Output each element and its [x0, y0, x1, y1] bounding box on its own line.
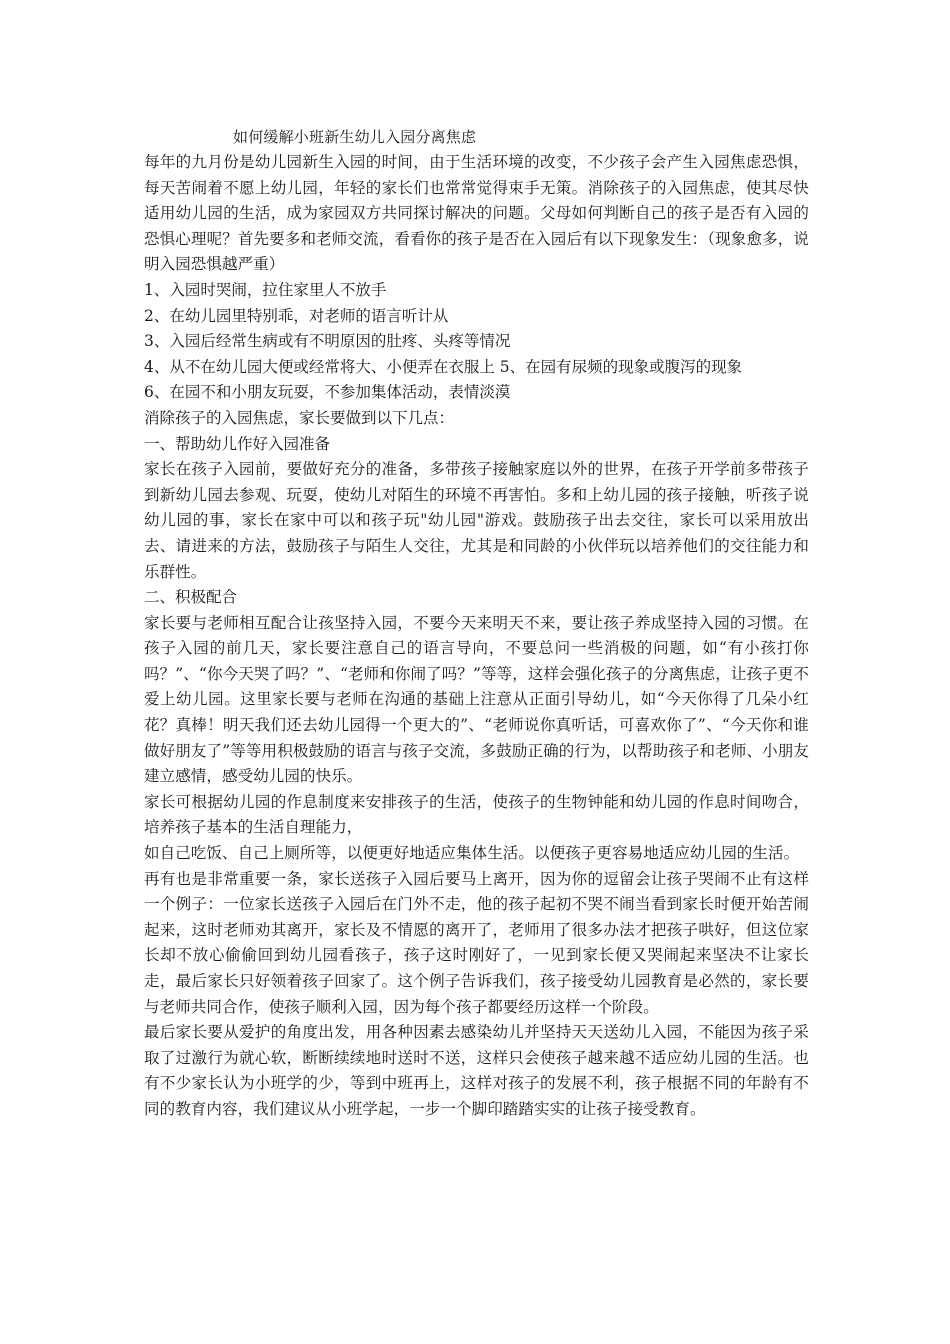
- document-title: 如何缓解小班新生幼儿入园分离焦虑: [233, 128, 477, 146]
- symptom-item-3: 3、入园后经常生病或有不明原因的肚疼、头疼等情况: [144, 332, 511, 351]
- intro-paragraph: 每年的九月份是幼儿园新生入园的时间，由于生活环境的改变，不少孩子会产生入园焦虑恐惧，每天苦闹着不愿上幼儿园，年轻的家长们也常常觉得束手无策。消除孩子的入园焦虑，使其尽快适用幼儿园的生活，成为家园双方共同探讨解决的问题。父母如何判断自己的孩子是否有入园的恐惧心理呢？首先要多和老师交流，看看你的孩子是否在入园后有以下现象发生：（现象愈多，说明入园恐惧越严重）: [144, 153, 809, 274]
- symptom-item-6: 6、在园不和小朋友玩耍，不参加集体活动，表情淡漠: [144, 383, 511, 402]
- symptom-item-4-5: 4、从不在幼儿园大便或经常将大、小便弄在衣服上 5、在园有尿频的现象或腹泻的现象: [144, 357, 743, 376]
- section-2-heading: 二、积极配合: [144, 588, 238, 607]
- document-page: [144, 128, 809, 1123]
- symptom-item-1: 1、入园时哭闹，拉住家里人不放手: [144, 280, 387, 299]
- symptom-item-2: 2、在幼儿园里特别乖，对老师的语言听计从: [144, 306, 449, 325]
- section-1-body: 家长在孩子入园前，要做好充分的准备，多带孩子接触家庭以外的世界，在孩子开学前多带孩子到新幼儿园去参观、玩耍，使幼儿对陌生的环境不再害怕。多和上幼儿园的孩子接触，听孩子说幼儿园的事，家长在家中可以和孩子玩"幼儿园"游戏。鼓励孩子出去交往，家长可以采用放出去、请进来的方法，鼓励孩子与陌生人交往，尤其是和同龄的小伙伴玩以培养他们的交往能力和乐群性。: [144, 460, 809, 581]
- section-2-paragraph-5: 最后家长要从爱护的角度出发，用各种因素去感染幼儿并坚持天天送幼儿入园，不能因为孩子采取了过激行为就心软，断断续续地时送时不送，这样只会使孩子越来越不适应幼儿园的生活。也有不少家长认为小班学的少，等到中班再上，这样对孩子的发展不利，孩子根据不同的年龄有不同的教育内容，我们建议从小班学起，一步一个脚印踏踏实实的让孩子接受教育。: [144, 1023, 809, 1118]
- points-intro: 消除孩子的入园焦虑，家长要做到以下几点：: [144, 408, 455, 427]
- section-2-paragraph-3: 如自己吃饭、自己上厕所等，以便更好地适应集体生活。以便孩子更容易地适应幼儿园的生活。: [144, 844, 800, 863]
- section-1-heading: 一、帮助幼儿作好入园准备: [144, 434, 331, 453]
- section-2-paragraph-4: 再有也是非常重要一条，家长送孩子入园后要马上离开，因为你的逗留会让孩子哭闹不止有这样一个例子：一位家长送孩子入园后在门外不走，他的孩子起初不哭不闹当看到家长时便开始苦闹起来，这时老师劝其离开，家长及不情愿的离开了，老师用了很多办法才把孩子哄好，但这位家长却不放心偷偷回到幼儿园看孩子，孩子这时刚好了，一见到家长便又哭闹起来坚决不让家长走，最后家长只好领着孩子回家了。这个例子告诉我们，孩子接受幼儿园教育是必然的，家长要与老师共同合作，使孩子顺利入园，因为每个孩子都要经历这样一个阶段。: [144, 869, 809, 1016]
- section-2-paragraph-1: 家长要与老师相互配合让孩坚持入园，不要今天来明天不来，要让孩子养成坚持入园的习惯。在孩子入园的前几天，家长要注意自己的语言导向，不要总问一些消极的问题，如“有小孩打你吗？”、“你今天哭了吗？”、“老师和你闹了吗？”等等，这样会强化孩子的分离焦虑，让孩子更不爱上幼儿园。这里家长要与老师在沟通的基础上注意从正面引导幼儿，如“今天你得了几朵小红花？真棒！明天我们还去幼儿园得一个更大的”、“老师说你真听话，可喜欢你了”、“今天你和谁做好朋友了”等等用积极鼓励的语言与孩子交流，多鼓励正确的行为，以帮助孩子和老师、小朋友建立感情，感受幼儿园的快乐。: [144, 613, 809, 786]
- section-2-paragraph-2: 家长可根据幼儿园的作息制度来安排孩子的生活，使孩子的生物钟能和幼儿园的作息时间吻合，培养孩子基本的生活自理能力，: [144, 792, 809, 837]
